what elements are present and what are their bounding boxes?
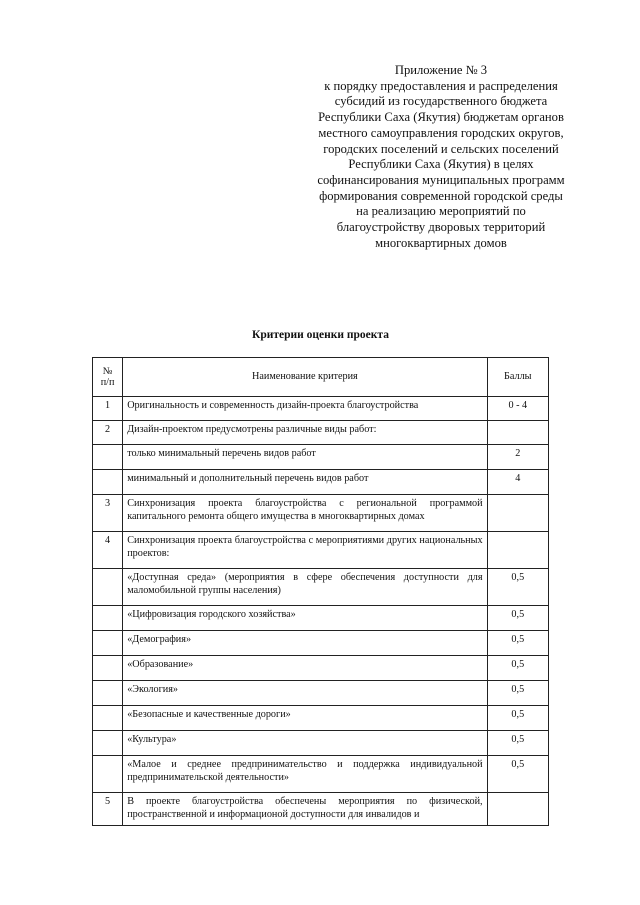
row-score: 0 - 4 (487, 397, 548, 421)
row-score: 0,5 (487, 756, 548, 793)
table-row (93, 706, 549, 731)
row-criterion: «Цифровизация городского хозяйства» (123, 606, 487, 631)
row-criterion: «Доступная среда» (мероприятия в сфере обеспечения доступности для маломобильной группы населения) (123, 569, 487, 606)
row-criterion: «Экология» (123, 681, 487, 706)
table-row (93, 445, 549, 470)
row-score (487, 793, 548, 826)
appendix-line: субсидий из государственного бюджета (334, 94, 548, 109)
appendix-line: Республики Саха (Якутия) в целях (348, 157, 534, 172)
table-row (93, 631, 549, 656)
row-score: 0,5 (487, 706, 548, 731)
row-score: 0,5 (487, 731, 548, 756)
table-row (93, 532, 549, 569)
table-row (93, 656, 549, 681)
appendix-heading (282, 63, 600, 251)
table-row (93, 470, 549, 495)
appendix-line: многоквартирных домов (375, 235, 507, 250)
appendix-line: Республики Саха (Якутия) бюджетам органов (318, 110, 564, 125)
row-criterion: Синхронизация проекта благоустройства с региональной программой капитального ремонта общего имущества в многоквартирных домах (123, 495, 487, 532)
table-row (93, 756, 549, 793)
row-score (487, 532, 548, 569)
appendix-line: местного самоуправления городских округов, (318, 125, 564, 140)
row-number (93, 756, 123, 793)
row-criterion: Оригинальность и современность дизайн-проекта благоустройства (123, 397, 487, 421)
appendix-line: к порядку предоставления и распределения (324, 78, 558, 93)
table-row (93, 421, 549, 445)
row-score (487, 421, 548, 445)
header-criterion: Наименование критерия (123, 358, 487, 397)
table-row (93, 569, 549, 606)
row-criterion: Дизайн-проектом предусмотрены различные виды работ: (123, 421, 487, 445)
table-row (93, 731, 549, 756)
row-criterion: «Демография» (123, 631, 487, 656)
appendix-line: на реализацию мероприятий по (356, 204, 526, 219)
row-number: 4 (93, 532, 123, 569)
row-criterion: «Образование» (123, 656, 487, 681)
header-number-line1: № (102, 366, 113, 377)
table-row (93, 397, 549, 421)
row-criterion: Синхронизация проекта благоустройства с мероприятиями других национальных проектов: (123, 532, 487, 569)
appendix-line: городских поселений и сельских поселений (323, 141, 559, 156)
table-row (93, 793, 549, 826)
row-number (93, 569, 123, 606)
appendix-line: благоустройству дворовых территорий (336, 220, 546, 235)
row-number (93, 445, 123, 470)
row-number (93, 656, 123, 681)
header-score: Баллы (487, 358, 548, 397)
row-score: 4 (487, 470, 548, 495)
row-criterion: «Малое и среднее предпринимательство и поддержка индивидуальной предпринимательской деятельности» (123, 756, 487, 793)
appendix-line: софинансирования муниципальных программ (317, 172, 565, 187)
appendix-line: формирования современной городской среды (319, 188, 563, 203)
row-criterion: «Безопасные и качественные дороги» (123, 706, 487, 731)
row-criterion: минимальный и дополнительный перечень видов работ (123, 470, 487, 495)
header-number-line2: п/п (100, 377, 115, 388)
row-number (93, 631, 123, 656)
document-title: Критерии оценки проекта (252, 329, 389, 341)
row-score: 0,5 (487, 656, 548, 681)
row-number (93, 681, 123, 706)
row-number (93, 731, 123, 756)
row-score (487, 495, 548, 532)
row-criterion: «Культура» (123, 731, 487, 756)
row-number: 2 (93, 421, 123, 445)
row-number: 1 (93, 397, 123, 421)
row-score: 0,5 (487, 681, 548, 706)
appendix-line: Приложение № 3 (394, 63, 488, 77)
row-number: 3 (93, 495, 123, 532)
row-score: 0,5 (487, 606, 548, 631)
table-row (93, 606, 549, 631)
table-header-row (93, 358, 549, 397)
row-number (93, 706, 123, 731)
row-criterion: только минимальный перечень видов работ (123, 445, 487, 470)
table-row (93, 495, 549, 532)
row-number (93, 470, 123, 495)
criteria-table (92, 357, 549, 826)
header-number (93, 358, 123, 397)
row-number (93, 606, 123, 631)
row-score: 2 (487, 445, 548, 470)
row-number: 5 (93, 793, 123, 826)
table-row (93, 681, 549, 706)
row-criterion: В проекте благоустройства обеспечены мероприятия по физической, пространственной и информационой доступности для инвалидов и (123, 793, 487, 826)
row-score: 0,5 (487, 631, 548, 656)
row-score: 0,5 (487, 569, 548, 606)
